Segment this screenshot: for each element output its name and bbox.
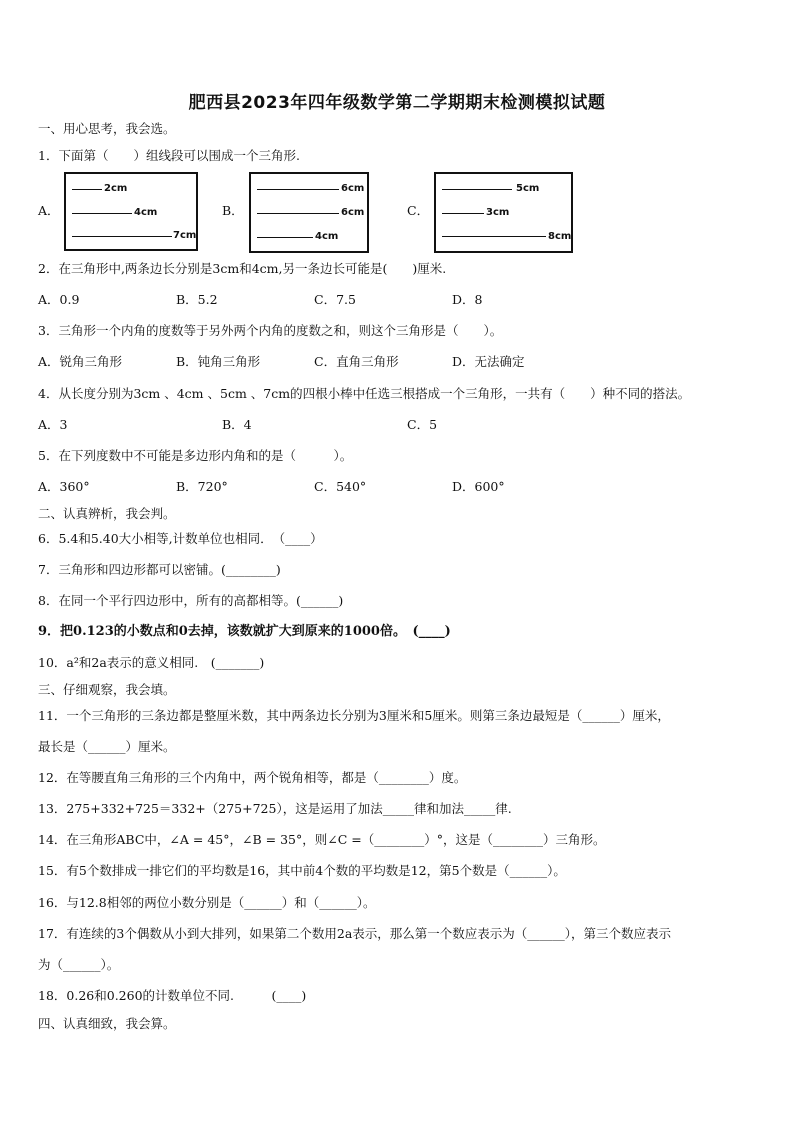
question-10: 10．a²和2a表示的意义相同. (_______) bbox=[38, 655, 265, 670]
segment-label: 8cm bbox=[548, 231, 572, 242]
segment-line bbox=[72, 189, 102, 190]
q3-option-a: A．锐角三角形 bbox=[38, 354, 123, 369]
segment-line bbox=[257, 213, 339, 214]
segment-label: 3cm bbox=[486, 207, 510, 218]
segment-line bbox=[72, 213, 132, 214]
question-11-line-1: 11．一个三角形的三条边都是整厘米数，其中两条边长分别为3厘米和5厘米。则第三条边最短是（______）厘米， bbox=[38, 708, 670, 723]
question-18: 18．0.26和0.260的计数单位不同. (____) bbox=[38, 988, 307, 1003]
section-3-heading: 三、仔细观察，我会填。 bbox=[38, 682, 176, 697]
question-12: 12．在等腰直角三角形的三个内角中，两个锐角相等，都是（________）度。 bbox=[38, 770, 467, 785]
question-16: 16．与12.8相邻的两位小数分别是（______）和（______）。 bbox=[38, 895, 376, 910]
question-1: 1．下面第（ ）组线段可以围成一个三角形. bbox=[38, 148, 300, 163]
question-2: 2．在三角形中,两条边长分别是3cm和4cm,另一条边长可能是( )厘米. bbox=[38, 261, 447, 276]
q2-option-b: B．5.2 bbox=[176, 292, 218, 307]
segment-line bbox=[72, 236, 172, 237]
section-4-heading: 四、认真细致，我会算。 bbox=[38, 1016, 176, 1031]
q1-figure-a bbox=[64, 172, 198, 251]
q4-option-b: B．4 bbox=[222, 417, 252, 432]
q2-option-a: A．0.9 bbox=[38, 292, 80, 307]
question-15: 15．有5个数排成一排它们的平均数是16，其中前4个数的平均数是12，第5个数是（______）。 bbox=[38, 863, 566, 878]
segment-line bbox=[257, 237, 313, 238]
question-13: 13．275+332+725＝332+（275+725），这是运用了加法_____律和加法_____律. bbox=[38, 801, 512, 816]
q4-option-c: C．5 bbox=[407, 417, 438, 432]
segment-line bbox=[442, 213, 484, 214]
question-14: 14．在三角形ABC中，∠A = 45°，∠B = 35°，则∠C =（________）°，这是（________）三角形。 bbox=[38, 832, 606, 847]
q5-option-d: D．600° bbox=[452, 479, 505, 494]
section-1-heading: 一、用心思考，我会选。 bbox=[38, 121, 176, 136]
q1-option-a-label: A． bbox=[38, 203, 60, 218]
segment-label: 6cm bbox=[341, 183, 365, 194]
question-17-line-2: 为（______）。 bbox=[38, 957, 120, 972]
segment-label: 4cm bbox=[315, 231, 339, 242]
q2-option-c: C．7.5 bbox=[314, 292, 356, 307]
q5-option-c: C．540° bbox=[314, 479, 367, 494]
question-11-line-2: 最长是（______）厘米。 bbox=[38, 739, 176, 754]
question-4: 4．从长度分别为3cm 、4cm 、5cm 、7cm的四根小棒中任选三根搭成一个三角形，一共有（ ）种不同的搭法。 bbox=[38, 386, 691, 401]
question-5: 5．在下列度数中不可能是多边形内角和的是（ ）。 bbox=[38, 448, 353, 463]
segment-line bbox=[257, 189, 339, 190]
question-9: 9．把0.123的小数点和0去掉，该数就扩大到原来的1000倍。 (____) bbox=[38, 624, 451, 639]
q1-option-c-label: C． bbox=[407, 203, 430, 218]
segment-line bbox=[442, 189, 512, 190]
q3-option-b: B．钝角三角形 bbox=[176, 354, 261, 369]
q1-figure-c bbox=[434, 172, 573, 253]
q1-figure-b bbox=[249, 172, 369, 253]
q1-option-b-label: B． bbox=[222, 203, 244, 218]
q4-option-a: A．3 bbox=[38, 417, 68, 432]
question-3: 3．三角形一个内角的度数等于另外两个内角的度数之和，则这个三角形是（ ）。 bbox=[38, 323, 503, 338]
question-6: 6．5.4和5.40大小相等,计数单位也相同． （____） bbox=[38, 531, 323, 546]
q3-option-c: C．直角三角形 bbox=[314, 354, 399, 369]
segment-label: 7cm bbox=[173, 230, 197, 241]
segment-label: 6cm bbox=[341, 207, 365, 218]
question-7: 7．三角形和四边形都可以密铺。(________) bbox=[38, 562, 281, 577]
q5-option-b: B．720° bbox=[176, 479, 228, 494]
question-17-line-1: 17．有连续的3个偶数从小到大排列，如果第二个数用2a表示，那么第一个数应表示为（______），第三个数应表示 bbox=[38, 926, 672, 941]
q5-option-a: A．360° bbox=[38, 479, 90, 494]
q2-option-d: D．8 bbox=[452, 292, 483, 307]
section-2-heading: 二、认真辨析，我会判。 bbox=[38, 506, 176, 521]
segment-label: 4cm bbox=[134, 207, 158, 218]
page-title: 肥西县2023年四年级数学第二学期期末检测模拟试题 bbox=[188, 93, 606, 113]
segment-label: 2cm bbox=[104, 183, 128, 194]
segment-label: 5cm bbox=[516, 183, 540, 194]
segment-line bbox=[442, 236, 546, 237]
question-8: 8．在同一个平行四边形中，所有的高都相等。(______) bbox=[38, 593, 344, 608]
q3-option-d: D．无法确定 bbox=[452, 354, 525, 369]
